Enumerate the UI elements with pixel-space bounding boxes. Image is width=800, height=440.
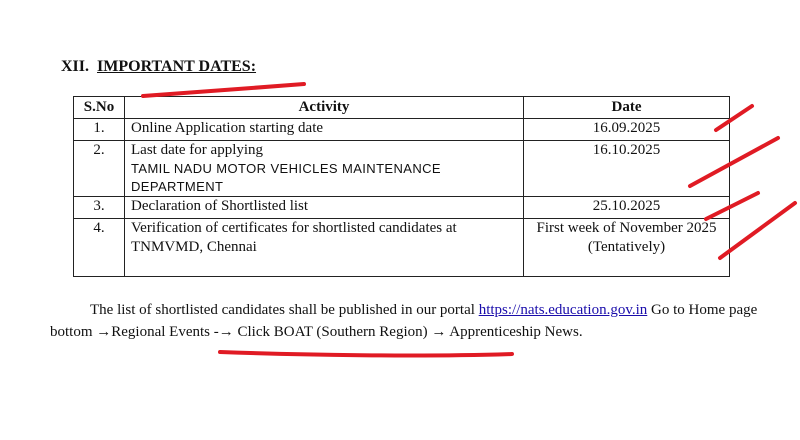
row-sno: 3. (74, 197, 125, 219)
shortlist-note (50, 299, 770, 343)
header-date: Date (524, 97, 730, 119)
note-underline-stroke (220, 352, 512, 355)
header-activity: Activity (125, 97, 524, 119)
note-text-before-link: The list of shortlisted candidates shall be published in our portal (90, 302, 479, 318)
section-title: IMPORTANT DATES: (97, 58, 257, 75)
table-row (74, 119, 730, 141)
portal-link[interactable]: https://nats.education.gov.in (478, 302, 648, 318)
section-number: XII. (61, 58, 90, 75)
row-sno: 1. (74, 119, 125, 141)
table-row (74, 197, 730, 219)
row-activity: Last date for applying (131, 142, 264, 158)
row-date: 16.09.2025 (524, 119, 730, 141)
table-row (74, 141, 730, 197)
row-activity: Online Application starting date (125, 119, 524, 141)
row-date: 16.10.2025 (524, 141, 730, 197)
header-sno: S.No (74, 97, 125, 119)
row-sno: 4. (74, 219, 125, 277)
table-row (74, 219, 730, 277)
heading-underline-stroke (143, 84, 304, 96)
row-activity: Declaration of Shortlisted list (125, 197, 524, 219)
row-date: 25.10.2025 (524, 197, 730, 219)
important-dates-table (73, 96, 730, 277)
section-heading (61, 58, 256, 76)
row-activity-cell (125, 141, 524, 197)
table-header-row (74, 97, 730, 119)
date-tick-stroke-4 (720, 203, 795, 258)
note-text-after-link: Go to Home page bottom →Regional Events -→ Click BOAT (Southern Region) → Apprenticeship News. (50, 302, 758, 340)
row-activity: Verification of certificates for shortlisted candidates at TNMVMD, Chennai (125, 219, 524, 277)
department-stamp: TAMIL NADU MOTOR VEHICLES MAINTENANCE DEPARTMENT (131, 161, 441, 194)
row-sno: 2. (74, 141, 125, 197)
row-date: First week of November 2025 (Tentatively) (524, 219, 730, 277)
